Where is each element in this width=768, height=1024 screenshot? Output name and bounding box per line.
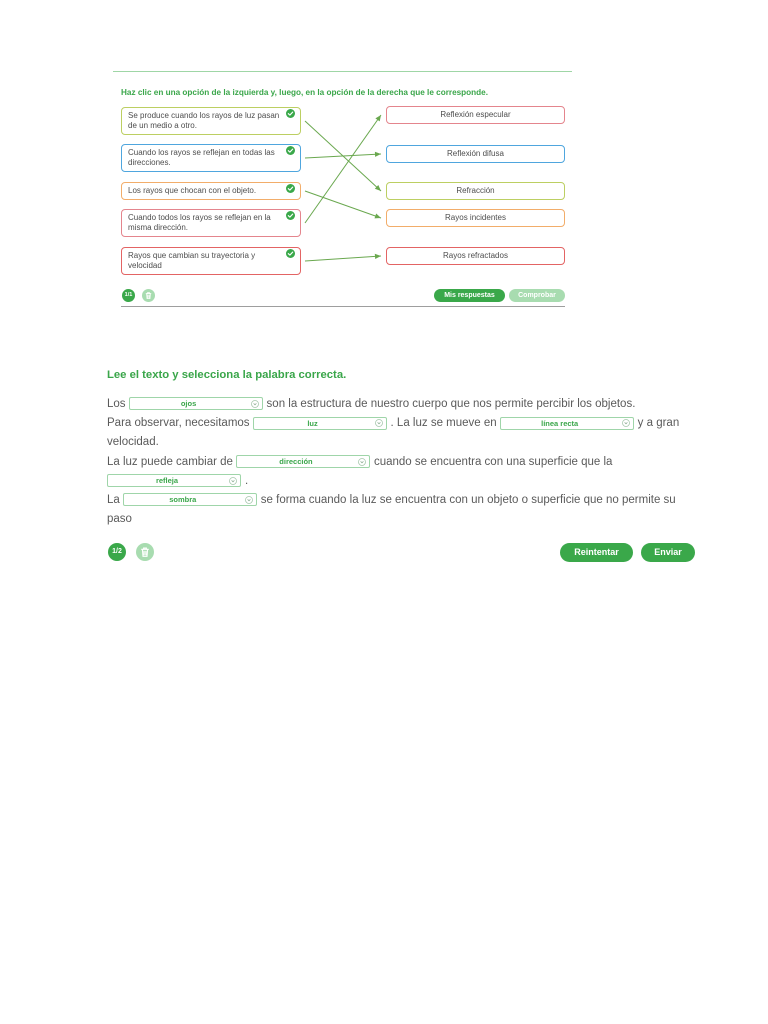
text-line (107, 491, 727, 510)
sentence-text: paso (107, 513, 132, 526)
sentence-text: cuando se encuentra con una superficie que la (373, 455, 613, 468)
page-counter-badge: 1/2 (108, 543, 126, 561)
left-option-text: Rayos que cambian su trayectoria y velocidad (128, 251, 256, 270)
left-option[interactable] (121, 247, 301, 275)
check-icon (286, 249, 295, 258)
connection-line (305, 191, 381, 218)
check-icon (286, 146, 295, 155)
send-button[interactable]: Enviar (641, 543, 695, 562)
sentence-text: se forma cuando la luz se encuentra con un objeto o superficie que no permite su (260, 493, 676, 506)
sentence-text: . (245, 474, 249, 487)
word-dropdown[interactable] (129, 397, 263, 410)
sentence-text: y a gran (637, 417, 680, 430)
chevron-down-icon (375, 419, 383, 427)
left-option-text: Cuando los rayos se reflejan en todas las direcciones. (128, 148, 275, 167)
retry-button[interactable]: Reintentar (560, 543, 633, 562)
sentence-text: velocidad. (107, 436, 159, 449)
check-button[interactable]: Comprobar (509, 289, 565, 302)
dropdown-value: ojos (180, 399, 197, 409)
arrow-head (375, 254, 381, 259)
right-option[interactable]: Reflexión especular (386, 106, 565, 124)
left-option[interactable] (121, 182, 301, 200)
right-option[interactable]: Reflexión difusa (386, 145, 565, 163)
dropdown-value: refleja (155, 476, 179, 486)
sentence-text: La (107, 493, 120, 506)
sentence-text: Para observar, necesitamos (107, 417, 250, 430)
left-option-text: Los rayos que chocan con el objeto. (128, 186, 257, 195)
dropdown-value: sombra (169, 495, 197, 505)
chevron-down-icon (229, 477, 237, 485)
connection-line (305, 154, 381, 158)
arrow-head (375, 152, 381, 157)
left-option[interactable] (121, 144, 301, 172)
text-line (107, 510, 727, 529)
fill-in-paragraph (107, 395, 727, 529)
sentence-text: Los (107, 398, 126, 410)
left-option[interactable] (121, 107, 301, 135)
chevron-down-icon (358, 458, 366, 466)
dropdown-value: luz (307, 418, 318, 428)
right-option[interactable]: Refracción (386, 182, 565, 200)
check-icon (286, 109, 295, 118)
fill-in-instruction: Lee el texto y selecciona la palabra correcta. (107, 369, 347, 381)
word-dropdown[interactable] (236, 455, 370, 468)
sentence-text: son la estructura de nuestro cuerpo que nos permite percibir los objetos. (266, 398, 636, 410)
matching-instruction: Haz clic en una opción de la izquierda y, luego, en la opción de la derecha que le corresponde. (121, 88, 489, 97)
top-divider (113, 71, 572, 72)
chevron-down-icon (622, 419, 630, 427)
word-dropdown[interactable] (253, 417, 387, 430)
word-dropdown[interactable] (500, 417, 634, 430)
left-option[interactable] (121, 209, 301, 237)
section-divider (121, 306, 565, 307)
connection-lines (0, 0, 768, 320)
check-icon (286, 184, 295, 193)
connection-line (305, 121, 381, 191)
check-icon (286, 211, 295, 220)
trash-icon[interactable] (136, 543, 154, 561)
arrow-head (375, 185, 381, 191)
word-dropdown[interactable] (107, 474, 241, 487)
dropdown-value: línea recta (541, 418, 579, 428)
dropdown-value: dirección (279, 457, 313, 467)
text-line (107, 414, 727, 433)
page-counter-badge: 1/1 (122, 289, 135, 302)
chevron-down-icon (245, 496, 253, 504)
arrow-head (375, 214, 382, 219)
connection-line (305, 256, 381, 261)
text-line (107, 472, 727, 491)
my-answers-button[interactable]: Mis respuestas (434, 289, 505, 302)
connection-line (305, 115, 381, 223)
chevron-down-icon (251, 400, 259, 408)
sentence-text: La luz puede cambiar de (107, 455, 233, 468)
right-option[interactable]: Rayos incidentes (386, 209, 565, 227)
text-line (107, 453, 727, 472)
right-option[interactable]: Rayos refractados (386, 247, 565, 265)
left-option-text: Cuando todos los rayos se reflejan en la misma dirección. (128, 213, 271, 232)
arrow-head (375, 115, 381, 121)
sentence-text: . La luz se mueve en (390, 417, 497, 430)
text-line (107, 395, 727, 414)
word-dropdown[interactable] (123, 493, 257, 506)
trash-icon[interactable] (142, 289, 155, 302)
left-option-text: Se produce cuando los rayos de luz pasan de un medio a otro. (128, 111, 280, 130)
text-line (107, 433, 727, 452)
